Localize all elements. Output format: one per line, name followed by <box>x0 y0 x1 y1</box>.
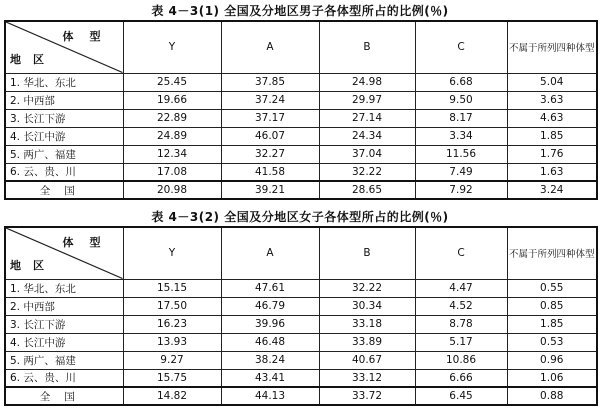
value-cell: 7.49 <box>415 163 507 181</box>
value-cell: 33.12 <box>319 369 415 387</box>
table-row <box>5 351 597 369</box>
value-cell: 13.93 <box>123 333 221 351</box>
table-row <box>5 127 597 145</box>
value-cell: 4.63 <box>507 109 597 127</box>
value-cell: 32.22 <box>319 279 415 297</box>
table-row <box>5 315 597 333</box>
value-cell: 1.63 <box>507 163 597 181</box>
table-row <box>5 333 597 351</box>
value-cell: 32.27 <box>221 145 319 163</box>
table-row <box>5 279 597 297</box>
value-cell: 46.79 <box>221 297 319 315</box>
value-cell: 3.24 <box>507 181 597 199</box>
value-cell: 24.98 <box>319 73 415 91</box>
value-cell: 32.22 <box>319 163 415 181</box>
value-cell: 19.66 <box>123 91 221 109</box>
value-cell: 29.97 <box>319 91 415 109</box>
value-cell: 33.72 <box>319 387 415 405</box>
value-cell: 1.76 <box>507 145 597 163</box>
value-cell: 1.85 <box>507 127 597 145</box>
total-label: 全国 <box>5 387 123 405</box>
value-cell: 17.50 <box>123 297 221 315</box>
value-cell: 43.41 <box>221 369 319 387</box>
value-cell: 5.04 <box>507 73 597 91</box>
value-cell: 37.04 <box>319 145 415 163</box>
value-cell: 3.34 <box>415 127 507 145</box>
value-cell: 12.34 <box>123 145 221 163</box>
table-row <box>5 369 597 387</box>
value-cell: 16.23 <box>123 315 221 333</box>
value-cell: 46.07 <box>221 127 319 145</box>
value-cell: 3.63 <box>507 91 597 109</box>
value-cell: 5.17 <box>415 333 507 351</box>
value-cell: 41.58 <box>221 163 319 181</box>
value-cell: 10.86 <box>415 351 507 369</box>
value-cell: 27.14 <box>319 109 415 127</box>
table-row <box>5 297 597 315</box>
table1 <box>4 20 598 200</box>
value-cell: 4.52 <box>415 297 507 315</box>
table1-col-header: Y <box>123 21 221 73</box>
table1-corner-cell <box>5 21 123 73</box>
value-cell: 1.85 <box>507 315 597 333</box>
value-cell: 33.18 <box>319 315 415 333</box>
region-cell: 1. 华北、东北 <box>5 73 123 91</box>
region-cell: 2. 中西部 <box>5 91 123 109</box>
total-label: 全国 <box>5 181 123 199</box>
value-cell: 0.96 <box>507 351 597 369</box>
value-cell: 46.48 <box>221 333 319 351</box>
region-cell: 4. 长江中游 <box>5 333 123 351</box>
table2-col-header: C <box>415 227 507 279</box>
table2-col-header: A <box>221 227 319 279</box>
table2-title: 表 4－3(2) 全国及分地区女子各体型所占的比例(％) <box>151 210 449 224</box>
table2-header-row <box>5 227 597 279</box>
value-cell: 39.96 <box>221 315 319 333</box>
value-cell: 20.98 <box>123 181 221 199</box>
value-cell: 9.50 <box>415 91 507 109</box>
table-row <box>5 91 597 109</box>
value-cell: 38.24 <box>221 351 319 369</box>
table-row <box>5 73 597 91</box>
value-cell: 8.78 <box>415 315 507 333</box>
value-cell: 37.85 <box>221 73 319 91</box>
region-cell: 6. 云、贵、川 <box>5 163 123 181</box>
table1-col-header: B <box>319 21 415 73</box>
value-cell: 0.53 <box>507 333 597 351</box>
table-row <box>5 163 597 181</box>
value-cell: 37.24 <box>221 91 319 109</box>
value-cell: 37.17 <box>221 109 319 127</box>
value-cell: 1.06 <box>507 369 597 387</box>
table-row <box>5 145 597 163</box>
value-cell: 7.92 <box>415 181 507 199</box>
value-cell: 44.13 <box>221 387 319 405</box>
region-cell: 3. 长江下游 <box>5 315 123 333</box>
region-cell: 6. 云、贵、川 <box>5 369 123 387</box>
value-cell: 0.85 <box>507 297 597 315</box>
value-cell: 6.66 <box>415 369 507 387</box>
value-cell: 0.55 <box>507 279 597 297</box>
value-cell: 17.08 <box>123 163 221 181</box>
table2 <box>4 226 598 406</box>
region-cell: 4. 长江中游 <box>5 127 123 145</box>
table2-col-header: Y <box>123 227 221 279</box>
table-row-total <box>5 387 597 405</box>
value-cell: 0.88 <box>507 387 597 405</box>
region-cell: 1. 华北、东北 <box>5 279 123 297</box>
table1-corner-top: 体型 <box>62 30 117 43</box>
value-cell: 24.89 <box>123 127 221 145</box>
region-cell: 3. 长江下游 <box>5 109 123 127</box>
value-cell: 33.89 <box>319 333 415 351</box>
table1-col-header: 不属于所列四种体型 <box>507 21 597 73</box>
table2-corner-top: 体型 <box>62 236 117 249</box>
table-row <box>5 109 597 127</box>
value-cell: 47.61 <box>221 279 319 297</box>
value-cell: 6.45 <box>415 387 507 405</box>
value-cell: 28.65 <box>319 181 415 199</box>
value-cell: 15.15 <box>123 279 221 297</box>
value-cell: 25.45 <box>123 73 221 91</box>
value-cell: 4.47 <box>415 279 507 297</box>
table2-corner-bottom: 地区 <box>10 258 56 272</box>
region-cell: 5. 两广、福建 <box>5 351 123 369</box>
value-cell: 8.17 <box>415 109 507 127</box>
table1-col-header: A <box>221 21 319 73</box>
table1-col-header: C <box>415 21 507 73</box>
table2-col-header: B <box>319 227 415 279</box>
table1-corner-bottom: 地区 <box>10 52 56 66</box>
value-cell: 15.75 <box>123 369 221 387</box>
value-cell: 11.56 <box>415 145 507 163</box>
table1-title: 表 4－3(1) 全国及分地区男子各体型所占的比例(％) <box>151 4 449 18</box>
value-cell: 24.34 <box>319 127 415 145</box>
table1-header-row <box>5 21 597 73</box>
value-cell: 9.27 <box>123 351 221 369</box>
value-cell: 6.68 <box>415 73 507 91</box>
value-cell: 40.67 <box>319 351 415 369</box>
value-cell: 39.21 <box>221 181 319 199</box>
value-cell: 30.34 <box>319 297 415 315</box>
table-row-total <box>5 181 597 199</box>
table2-col-header: 不属于所列四种体型 <box>507 227 597 279</box>
value-cell: 22.89 <box>123 109 221 127</box>
table2-corner-cell <box>5 227 123 279</box>
region-cell: 2. 中西部 <box>5 297 123 315</box>
value-cell: 14.82 <box>123 387 221 405</box>
region-cell: 5. 两广、福建 <box>5 145 123 163</box>
